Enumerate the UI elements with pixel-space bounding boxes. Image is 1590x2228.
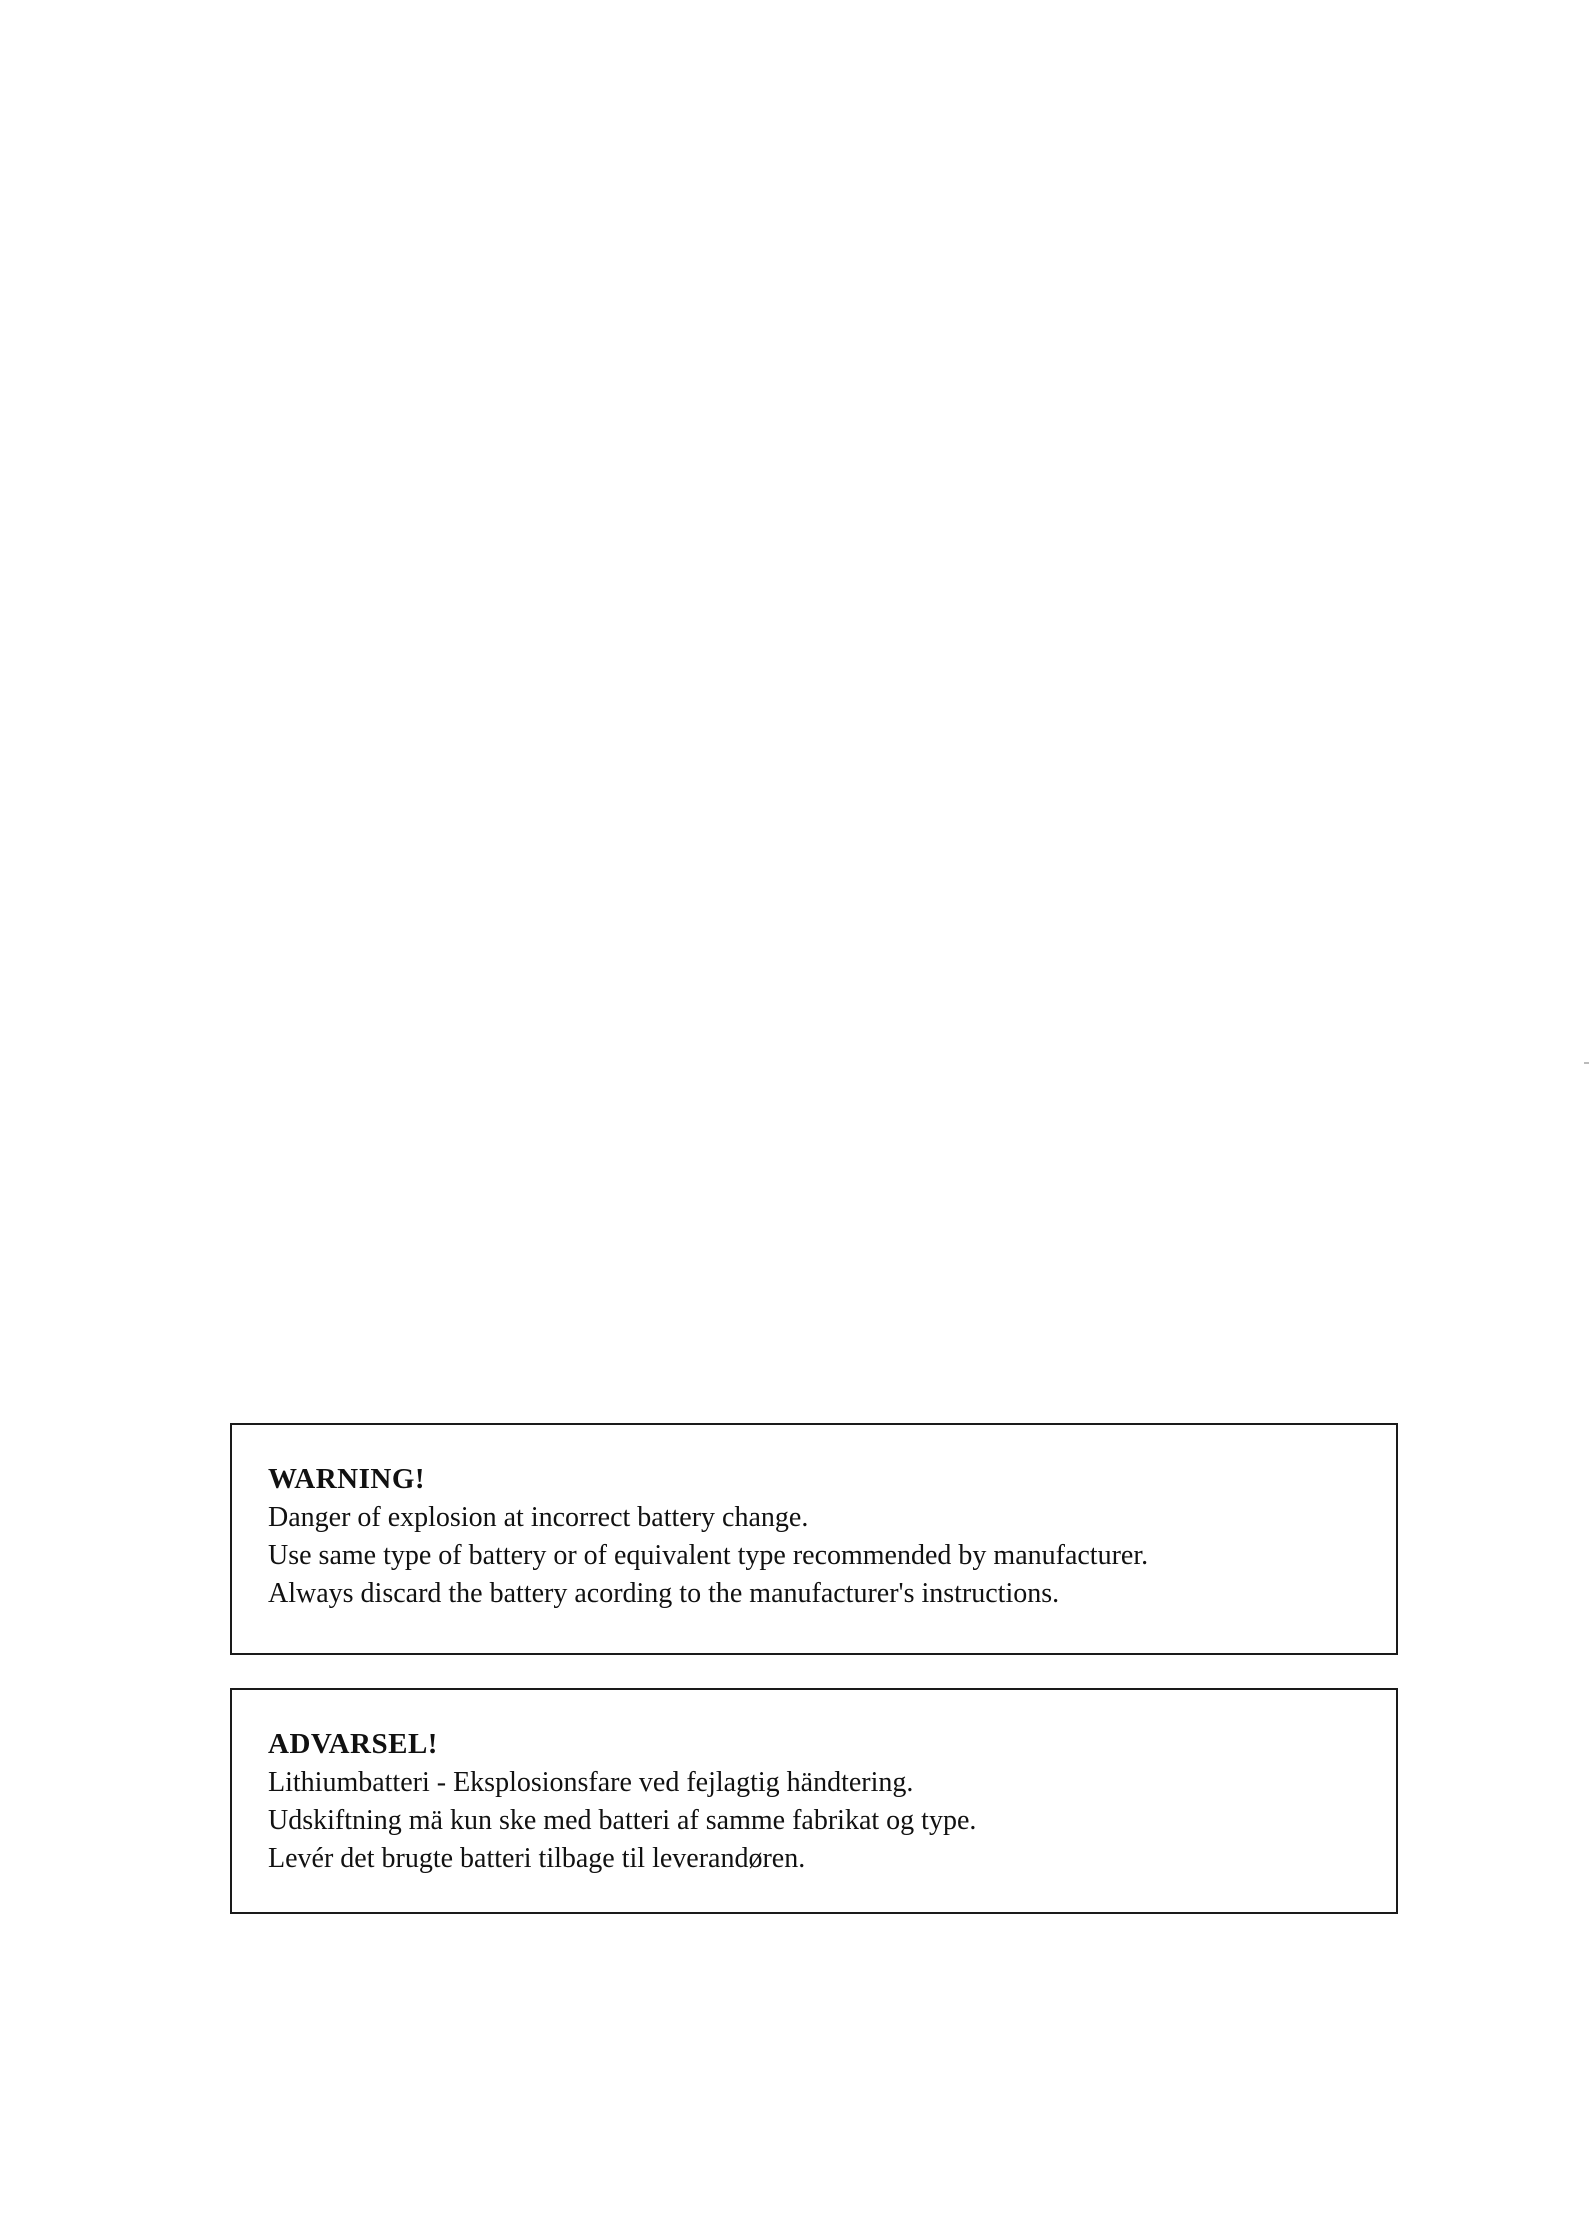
scan-artifact <box>1584 1062 1589 1064</box>
advarsel-line-lithium: Lithiumbatteri - Eksplosionsfare ved fejlagtig händtering. <box>268 1767 914 1798</box>
advarsel-title: ADVARSEL! <box>268 1728 438 1760</box>
advarsel-line-udskiftning: Udskiftning mä kun ske med batteri af samme fabrikat og type. <box>268 1805 977 1836</box>
advarsel-notice-box <box>230 1688 1398 1914</box>
warning-title: WARNING! <box>268 1463 426 1495</box>
warning-line-battery-type: Use same type of battery or of equivalent type recommended by manufacturer. <box>268 1540 1149 1571</box>
warning-line-discard: Always discard the battery acording to the manufacturer's instructions. <box>268 1578 1060 1609</box>
advarsel-line-lever: Levér det brugte batteri tilbage til leverandøren. <box>268 1843 806 1874</box>
warning-notice-box <box>230 1423 1398 1655</box>
warning-line-explosion: Danger of explosion at incorrect battery change. <box>268 1502 809 1533</box>
